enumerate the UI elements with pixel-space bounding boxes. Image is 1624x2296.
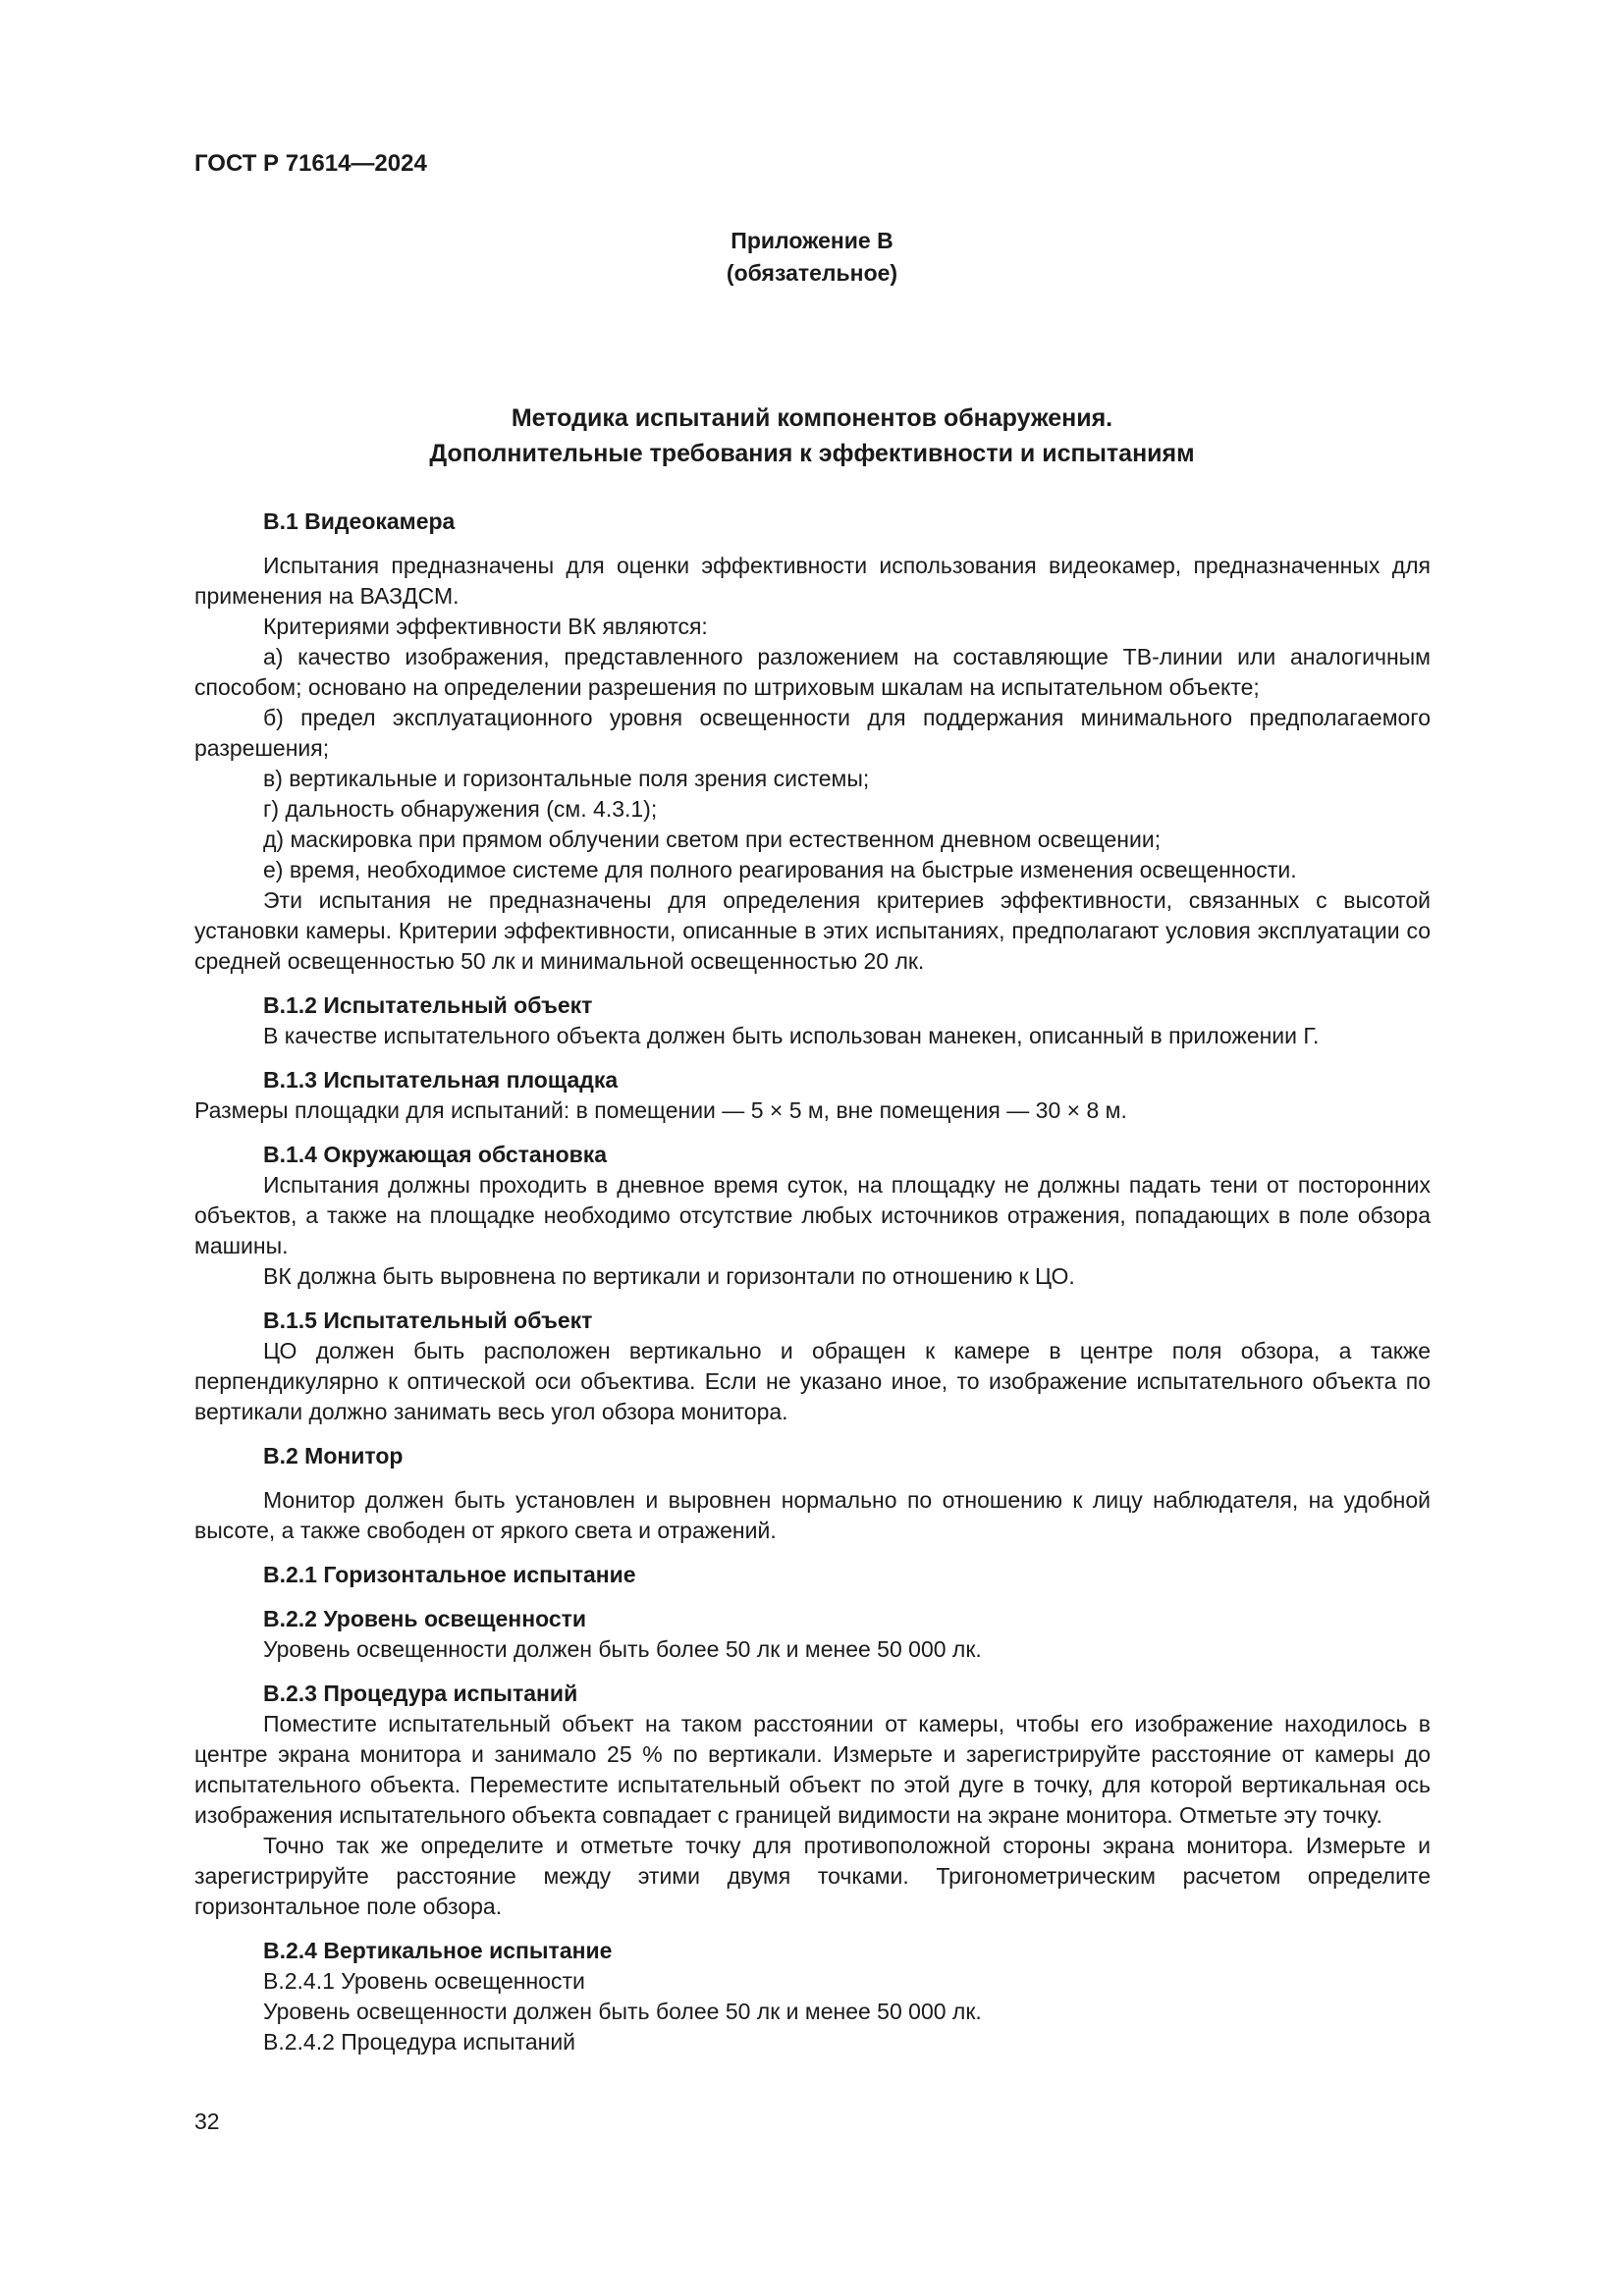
annex-title bbox=[0, 400, 1624, 471]
subsection-heading: В.2.4.1 Уровень освещенности bbox=[263, 1968, 585, 1994]
section-heading: В.2.1 Горизонтальное испытание bbox=[263, 1562, 636, 1587]
paragraph: Точно так же определите и отметьте точку для противоположной стороны экрана монитора. Измерьте и зарегистрируйте расстояние между этими двумя точками. Тригонометрическим расчетом определите горизонтальное поле обзора. bbox=[194, 1833, 1431, 1919]
section-heading: В.2 Монитор bbox=[263, 1443, 404, 1468]
list-item: в) вертикальные и горизонтальные поля зрения системы; bbox=[263, 766, 870, 791]
paragraph: Критериями эффективности ВК являются: bbox=[263, 614, 708, 639]
paragraph: Испытания должны проходить в дневное время суток, на площадку не должны падать тени от посторонних объектов, а также на площадке необходимо отсутствие любых источников отражения, попадающих в поле обзора машины. bbox=[194, 1172, 1431, 1258]
section-heading: В.2.2 Уровень освещенности bbox=[263, 1606, 587, 1631]
list-item: а) качество изображения, представленного разложением на составляющие ТВ-линии или аналогичным способом; основано на определении разрешения по штриховым шкалам на испытательном объекте; bbox=[194, 644, 1431, 700]
section-heading: В.1.5 Испытательный объект bbox=[263, 1308, 593, 1333]
list-item: б) предел эксплуатационного уровня освещенности для поддержания минимального предполагаемого разрешения; bbox=[194, 705, 1431, 761]
section-heading: В.1.2 Испытательный объект bbox=[263, 992, 593, 1018]
list-item: г) дальность обнаружения (см. 4.3.1); bbox=[263, 796, 658, 822]
paragraph: ВК должна быть выровнена по вертикали и горизонтали по отношению к ЦО. bbox=[263, 1263, 1075, 1289]
section-heading: В.1.4 Окружающая обстановка bbox=[263, 1142, 608, 1167]
document-body bbox=[194, 507, 1431, 2057]
section-heading: В.1 Видеокамера bbox=[263, 508, 456, 534]
paragraph: Испытания предназначены для оценки эффективности использования видеокамер, предназначенных для применения на ВАЗДСМ. bbox=[194, 553, 1431, 609]
paragraph: Уровень освещенности должен быть более 50 лк и менее 50 000 лк. bbox=[263, 1636, 982, 1662]
list-item: д) маскировка при прямом облучении светом при естественном дневном освещении; bbox=[263, 827, 1162, 852]
subsection-heading: В.2.4.2 Процедура испытаний bbox=[263, 2029, 576, 2055]
annex-status: (обязательное) bbox=[726, 260, 898, 286]
section-heading: В.1.3 Испытательная площадка bbox=[263, 1067, 619, 1093]
paragraph: Монитор должен быть установлен и выровнен нормально по отношению к лицу наблюдателя, на удобной высоте, а также свободен от яркого света и отражений. bbox=[194, 1487, 1431, 1543]
paragraph: ЦО должен быть расположен вертикально и обращен к камере в центре поля обзора, а также перпендикулярно к оптической оси объектива. Если не указано иное, то изображение испытательного объекта по вертикали должно занимать весь угол обзора монитора. bbox=[194, 1338, 1431, 1424]
paragraph: Размеры площадки для испытаний: в помещении — 5 × 5 м, вне помещения — 30 × 8 м. bbox=[194, 1097, 1127, 1123]
section-heading: В.2.4 Вертикальное испытание bbox=[263, 1938, 613, 1963]
annex-name: Приложение В bbox=[731, 228, 893, 253]
paragraph: Эти испытания не предназначены для определения критериев эффективности, связанных с высотой установки камеры. Критерии эффективности, описанные в этих испытаниях, предполагают условия эксплуатации со средней освещенностью 50 лк и минимальной освещенностью 20 лк. bbox=[194, 887, 1431, 974]
list-item: е) время, необходимое системе для полного реагирования на быстрые изменения освещенности. bbox=[263, 857, 1297, 882]
paragraph: Поместите испытательный объект на таком расстоянии от камеры, чтобы его изображение находилось в центре экрана монитора и занимало 25 % по вертикали. Измерьте и зарегистрируйте расстояние от камеры до испытательного объекта. Переместите испытательный объект по этой дуге в точку, для которой вертикальная ось изображения испытательного объекта совпадает с границей видимости на экране монитора. Отметьте эту точку. bbox=[194, 1711, 1431, 1828]
annex-title-line-1: Методика испытаний компонентов обнаружения. bbox=[511, 404, 1113, 432]
section-heading: В.2.3 Процедура испытаний bbox=[263, 1681, 578, 1706]
annex-title-line-2: Дополнительные требования к эффективности и испытаниям bbox=[429, 440, 1195, 467]
page-number: 32 bbox=[194, 2109, 220, 2134]
standard-number: ГОСТ Р 71614—2024 bbox=[194, 150, 427, 177]
paragraph: Уровень освещенности должен быть более 50 лк и менее 50 000 лк. bbox=[263, 1999, 982, 2024]
paragraph: В качестве испытательного объекта должен быть использован манекен, описанный в приложении Г. bbox=[263, 1023, 1320, 1048]
